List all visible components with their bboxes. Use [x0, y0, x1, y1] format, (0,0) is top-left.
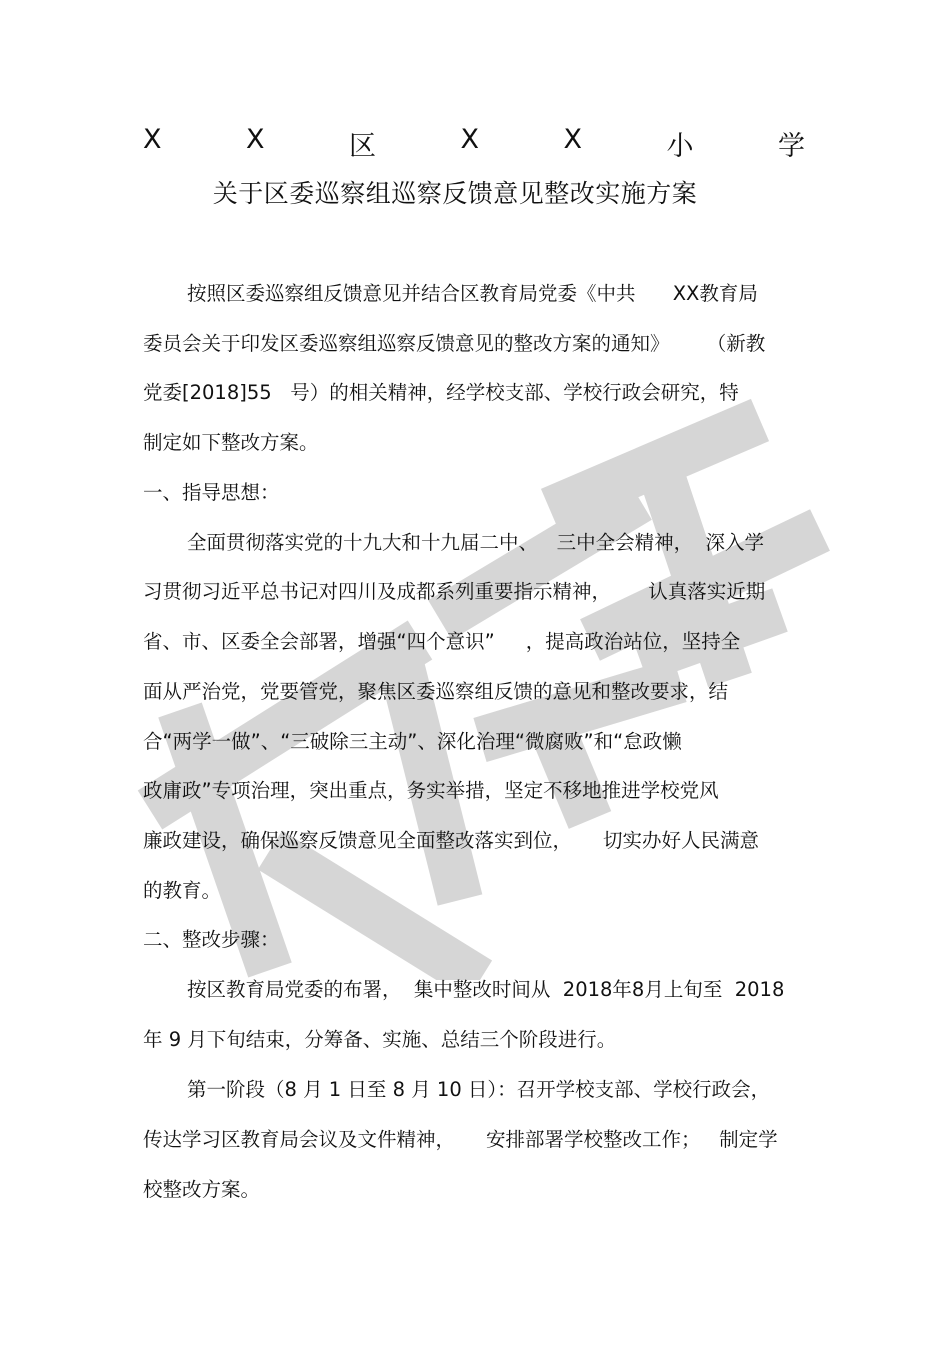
- body-line: 传达学习区教育局会议及文件精神， 安排部署学校整改工作； 制定学: [143, 1128, 778, 1151]
- body-line: 委员会关于印发区委巡察组巡察反馈意见的整改方案的通知》 （新教: [143, 332, 766, 355]
- body-line: 第一阶段（8 月 1 日至 8 月 10 日）：召开学校支部、学校行政会，: [187, 1078, 771, 1101]
- body-line: 面从严治党，党要管党，聚焦区委巡察组反馈的意见和整改要求，结: [143, 680, 729, 703]
- body-line: 全面贯彻落实党的十九大和十九届二中、 三中全会精神， 深入学: [187, 531, 764, 554]
- body-line: 政庸政”专项治理，突出重点，务实举措，坚定不移地推进学校党风: [143, 779, 719, 802]
- body-line: 制定如下整改方案。: [143, 431, 319, 454]
- body-line: 年 9 月下旬结束，分筹备、实施、总结三个阶段进行。: [143, 1028, 617, 1051]
- document-subtitle: 关于区委巡察组巡察反馈意见整改实施方案: [212, 179, 698, 208]
- body-line: 习贯彻习近平总书记对四川及成都系列重要指示精神， 认真落实近期: [143, 580, 766, 603]
- body-line: 的教育。: [143, 879, 222, 902]
- title-char: X: [246, 124, 265, 155]
- body-line: 省、市、区委全会部署，增强“四个意识” ，提高政治站位，坚持全: [143, 630, 741, 653]
- body-line: 党委[2018]55 号）的相关精神，经学校支部、学校行政会研究，特: [143, 381, 739, 404]
- body-line: 廉政建设，确保巡察反馈意见全面整改落实到位， 切实办好人民满意: [143, 829, 759, 852]
- title-char: 小: [666, 131, 694, 162]
- body-line: 校整改方案。: [143, 1178, 261, 1201]
- title-char: 学: [778, 131, 805, 162]
- title-char: X: [563, 124, 582, 155]
- section-heading: 二、整改步骤：: [143, 928, 280, 951]
- title-char: X: [460, 124, 479, 155]
- body-line: 按区教育局党委的布署， 集中整改时间从 2018年8月上旬至 2018: [187, 978, 785, 1001]
- section-heading: 一、指导思想：: [143, 481, 280, 504]
- school-title: [143, 124, 805, 163]
- title-char: 区: [349, 131, 376, 162]
- body-line: 合“两学一做”、“三破除三主动”、深化治理“微腐败”和“怠政懒: [143, 730, 682, 753]
- body-line: 按照区委巡察组反馈意见并结合区教育局党委《中共 XX教育局: [187, 282, 758, 305]
- title-char: X: [143, 124, 162, 155]
